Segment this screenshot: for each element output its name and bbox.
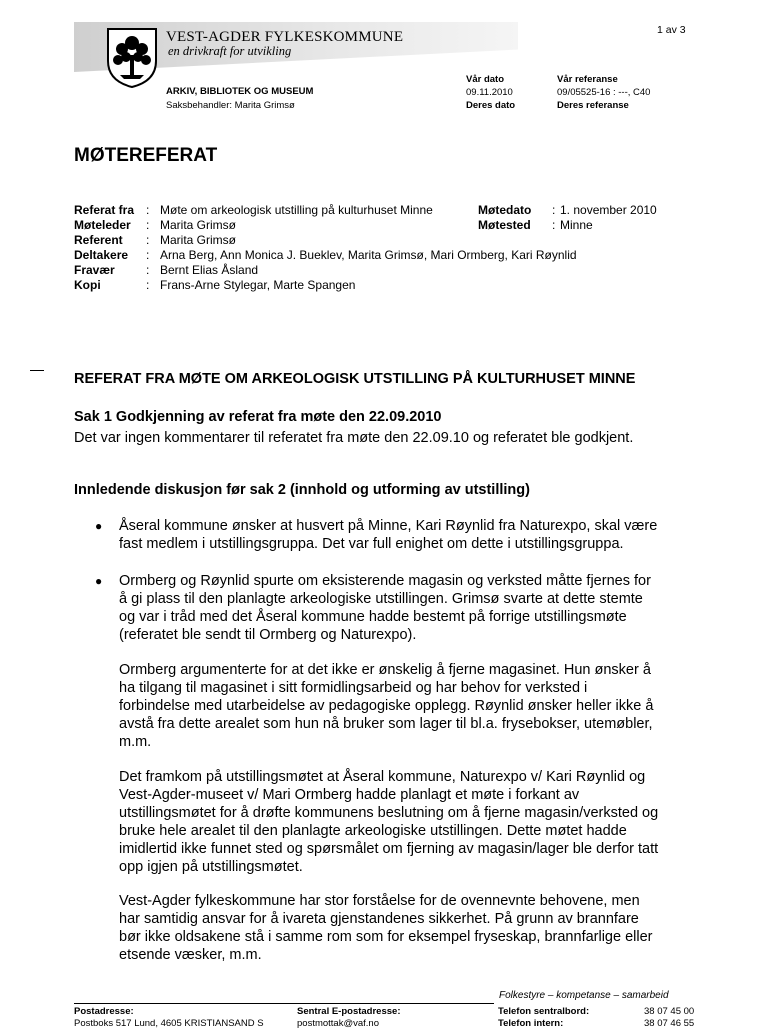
footer-divider <box>74 1003 494 1004</box>
our-date-label: Vår dato <box>466 74 505 85</box>
bullet-paragraph-1 <box>119 517 709 553</box>
our-ref: 09/05525-16 : ---, C40 <box>557 87 651 98</box>
info-label: Fravær <box>74 263 115 277</box>
section-title: REFERAT FRA MØTE OM ARKEOLOGISK UTSTILLING PÅ KULTURHUSET MINNE <box>74 371 636 387</box>
paragraph-line: Det framkom på utstillingsmøtet at Åseral kommune, Naturexpo v/ Kari Røynlid og <box>119 769 646 785</box>
paragraph-line: og var i tråd med det Åseral kommune hadde bestemt på forrige utstillingsmøte <box>119 609 627 625</box>
sak1-title: Sak 1 Godkjenning av referat fra møte den 22.09.2010 <box>74 409 442 425</box>
info-colon: : <box>146 248 150 262</box>
org-tagline: en drivkraft for utvikling <box>168 44 292 58</box>
our-ref-label: Vår referanse <box>557 74 618 85</box>
info-value: Bernt Elias Åsland <box>160 263 259 277</box>
email-label: Sentral E-postadresse: <box>297 1006 401 1017</box>
postal-address: Postboks 517 Lund, 4605 KRISTIANSAND S <box>74 1018 264 1029</box>
case-handler: Saksbehandler: Marita Grimsø <box>166 100 295 111</box>
our-date: 09.11.2010 <box>466 87 513 98</box>
phone-label: Telefon sentralbord: <box>498 1006 590 1017</box>
paragraph-line: å gi plass til den planlagte arkeologiske utstillingen. Grimsø svarte at dette stemte <box>119 591 643 607</box>
coat-of-arms-tree-icon <box>106 27 158 89</box>
paragraph-line: Ormberg argumenterte for at det ikke er ønskelig å fjerne magasinet. Hun ønsker å <box>119 662 651 678</box>
intro-title: Innledende diskusjon før sak 2 (innhold og utforming av utstilling) <box>74 482 530 498</box>
info-colon: : <box>552 218 556 232</box>
paragraph-line: Åseral kommune ønsker at husvert på Minne, Kari Røynlid fra Naturexpo, skal være <box>119 518 658 534</box>
info-colon: : <box>146 218 150 232</box>
paragraph-line: Vest-Agder fylkeskommune har stor forståelse for de ovennevnte behovene, men <box>119 893 640 909</box>
sak1-text: Det var ingen kommentarer til referatet fra møte den 22.09.10 og referatet ble godkjent. <box>74 430 634 446</box>
info-colon: : <box>146 233 150 247</box>
paragraph-line: bør ikke oldsakene stå i samme rom som for eksempel fryseskap, brannfarlige eller <box>119 929 653 945</box>
intern-number: 38 07 46 55 <box>644 1018 695 1029</box>
paragraph-line: utstillingsmøtet for å drøfte kommunens beslutning om å fjerne magasin/verksted og <box>119 805 659 821</box>
info-value: Marita Grimsø <box>160 218 236 232</box>
info-label: Referent <box>74 233 123 247</box>
paragraph-line: forbindelse med utarbeidelse av pedagogiske opplegg. Røynlid ønsker heller ikke å <box>119 698 654 714</box>
bullet-marker: ● <box>95 519 103 533</box>
paragraph-line: Ormberg og Røynlid spurte om eksisterende magasin og verksted måtte fjernes for <box>119 573 651 589</box>
page-number: 1 av 3 <box>657 24 686 36</box>
paragraph-line: avstå fra dette arealet som hun nå bruker som lager til bl.a. frysebokser, utemøbler, <box>119 716 653 732</box>
meeting-place: Minne <box>560 218 593 232</box>
phone-number: 38 07 45 00 <box>644 1006 695 1017</box>
info-label: Møteleder <box>74 218 131 232</box>
bullet-marker: ● <box>95 574 103 588</box>
paragraph-line: opp igjen på utstillingsmøtet. <box>119 859 303 875</box>
paragraph-line: (referatet ble sendt til Ormberg og Naturexpo). <box>119 627 417 643</box>
info-colon: : <box>146 263 150 277</box>
meeting-place-label: Møtested <box>478 218 531 232</box>
info-colon: : <box>146 203 150 217</box>
org-name: VEST-AGDER FYLKESKOMMUNE <box>166 29 404 45</box>
paragraph-line: ha tilgang til magasinet i sitt formidlingsarbeid og har behov for verksted i <box>119 680 588 696</box>
info-value: Møte om arkeologisk utstilling på kulturhuset Minne <box>160 203 433 217</box>
paragraph-line: fast medlem i utstillingsgruppa. Det var full enighet om dette i utstillingsgruppa. <box>119 536 624 552</box>
intern-label: Telefon intern: <box>498 1018 564 1029</box>
info-value: Frans-Arne Stylegar, Marte Spangen <box>160 278 356 292</box>
meeting-date-label: Møtedato <box>478 203 532 217</box>
margin-mark <box>30 370 44 371</box>
paragraph-line: m.m. <box>119 734 152 750</box>
email-address: postmottak@vaf.no <box>297 1018 379 1029</box>
paragraph-5 <box>119 892 709 964</box>
paragraph-3 <box>119 661 709 751</box>
paragraph-line: har samtidig ansvar for å ivareta gjenstandenes sikkerhet. På grunn av brannfare <box>119 911 639 927</box>
info-value: Marita Grimsø <box>160 233 236 247</box>
your-date-label: Deres dato <box>466 100 516 111</box>
paragraph-4 <box>119 768 709 876</box>
your-ref-label: Deres referanse <box>557 100 629 111</box>
paragraph-line: Vest-Agder-museet v/ Mari Ormberg hadde planlagt et møte i forkant av <box>119 787 580 803</box>
meeting-date: 1. november 2010 <box>560 203 657 217</box>
info-value: Arna Berg, Ann Monica J. Bueklev, Marita Grimsø, Mari Ormberg, Kari Røynlid <box>160 248 577 262</box>
info-colon: : <box>146 278 150 292</box>
paragraph-line: imidlertid ikke funnet sted og spørsmålet om fjerning av magasin/lager ble derfor tatt <box>119 841 659 857</box>
paragraph-line: etsende væsker, m.m. <box>119 947 262 963</box>
department: ARKIV, BIBLIOTEK OG MUSEUM <box>166 86 314 97</box>
info-label: Deltakere <box>74 248 129 262</box>
document-title: MØTEREFERAT <box>74 145 218 166</box>
info-label: Referat fra <box>74 203 135 217</box>
info-colon: : <box>552 203 556 217</box>
postal-label: Postadresse: <box>74 1006 134 1017</box>
info-label: Kopi <box>74 278 101 292</box>
bullet-paragraph-2 <box>119 572 709 644</box>
paragraph-line: bruke hele arealet til den planlagte arkeologiske utstillingen. Dette møtet hadde <box>119 823 627 839</box>
footer-slogan: Folkestyre – kompetanse – samarbeid <box>499 990 669 1001</box>
